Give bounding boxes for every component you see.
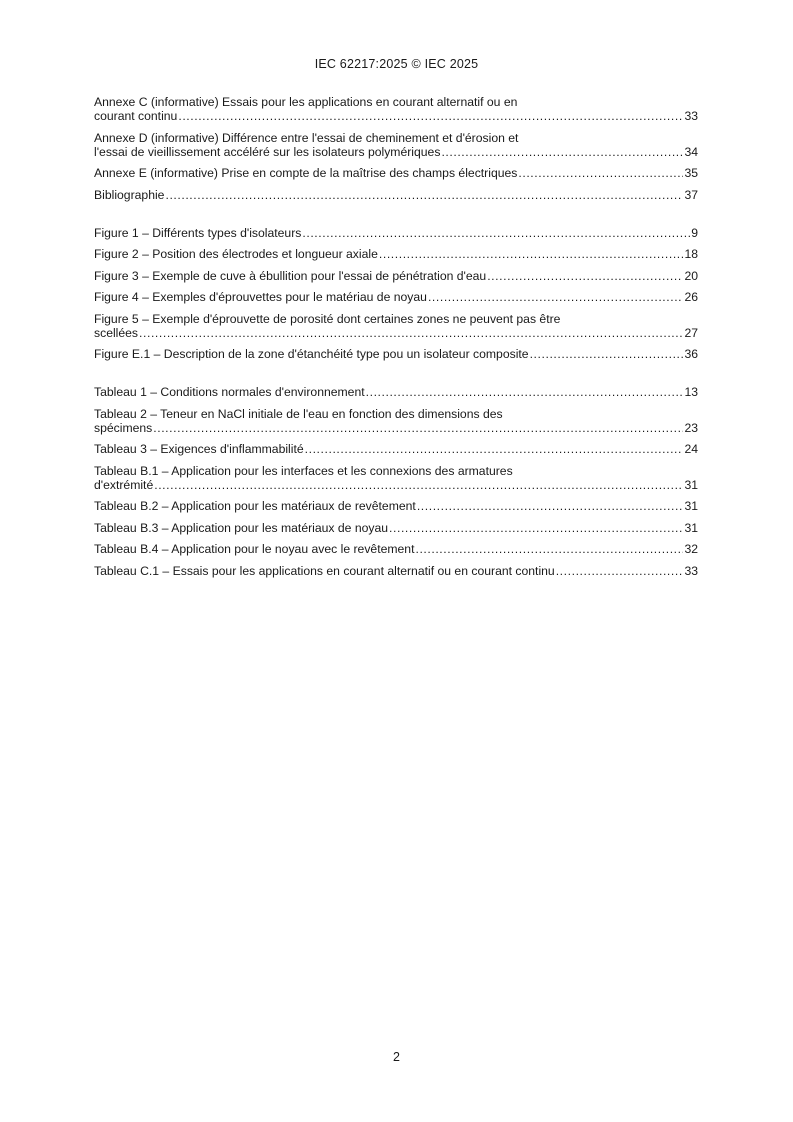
toc-entry-leader-line [94, 226, 698, 240]
toc-entry-page-number: 34 [684, 144, 698, 159]
toc-entry-leader-line [94, 326, 698, 340]
toc-entry[interactable] [94, 347, 698, 361]
toc-entry[interactable] [94, 542, 698, 556]
toc-entry-page-number: 27 [684, 325, 698, 340]
toc-entry-leader-line [94, 542, 698, 556]
toc-entry-page-number: 35 [684, 166, 698, 180]
toc-entry-leader-line [94, 269, 698, 283]
toc-entry-title: Tableau 3 – Exigences d'inflammabilité [94, 442, 304, 456]
dot-leader [530, 347, 684, 361]
dot-leader [417, 499, 684, 513]
toc-entry-page-number: 33 [684, 109, 698, 123]
toc-entry-title: d'extrémité [94, 477, 154, 492]
toc-entry-title: spécimens [94, 420, 153, 435]
toc-entry[interactable] [94, 166, 698, 180]
toc-entry[interactable] [94, 226, 698, 240]
dot-leader [366, 385, 684, 399]
table-of-contents [94, 95, 698, 585]
toc-entry-title: Tableau B.2 – Application pour les matériaux de revêtement [94, 499, 416, 513]
toc-entry[interactable] [94, 188, 698, 202]
toc-entry[interactable] [94, 564, 698, 578]
toc-entry-leader-line [94, 521, 698, 535]
toc-entry-title: Tableau B.3 – Application pour les matériaux de noyau [94, 520, 389, 535]
toc-entry-leader-line [94, 109, 698, 123]
toc-entry-page-number: 37 [684, 187, 698, 202]
toc-entry[interactable] [94, 442, 698, 456]
toc-entry-title: Figure 3 – Exemple de cuve à ébullition pour l'essai de pénétration d'eau [94, 268, 487, 283]
toc-entry-leader-line [94, 166, 698, 180]
toc-entry-page-number: 23 [684, 420, 698, 435]
toc-entry-title-line: Tableau B.1 – Application pour les interfaces et les connexions des armatures [94, 463, 513, 478]
toc-entry-leader-line [94, 499, 698, 513]
toc-entry[interactable] [94, 269, 698, 283]
toc-entry-leader-line [94, 290, 698, 304]
toc-entry-leader-line [94, 385, 698, 399]
toc-entry-title: Figure 1 – Différents types d'isolateurs [94, 225, 302, 240]
page-number: 2 [393, 1050, 400, 1064]
toc-entry-leader-line [94, 478, 698, 492]
toc-entry-page-number: 24 [684, 442, 698, 456]
toc-entry-page-number: 32 [684, 542, 698, 556]
toc-entry[interactable] [94, 499, 698, 513]
toc-entry-page-number: 31 [684, 499, 698, 513]
toc-entry-title: Tableau 1 – Conditions normales d'environnement [94, 385, 365, 399]
toc-entry[interactable] [94, 521, 698, 535]
toc-entry-page-number: 33 [684, 563, 698, 578]
toc-entry-title: Annexe E (informative) Prise en compte de la maîtrise des champs électriques [94, 166, 518, 180]
toc-entry[interactable] [94, 247, 698, 261]
toc-annexes [94, 95, 698, 202]
toc-entry-title: l'essai de vieillissement accéléré sur les isolateurs polymériques [94, 144, 441, 159]
toc-entry[interactable] [94, 407, 698, 435]
toc-entry-title: Tableau B.4 – Application pour le noyau avec le revêtement [94, 542, 415, 556]
toc-entry-title: scellées [94, 325, 139, 340]
dot-leader [428, 290, 684, 304]
toc-entry-leader-line [94, 247, 698, 261]
toc-entry[interactable] [94, 385, 698, 399]
toc-entry-page-number: 36 [684, 347, 698, 361]
toc-entry-title: Bibliographie [94, 187, 165, 202]
toc-entry-page-number: 18 [684, 247, 698, 261]
page-header: IEC 62217:2025 © IEC 2025 [314, 57, 479, 71]
dot-leader [415, 542, 683, 556]
dot-leader [487, 269, 683, 283]
toc-entry[interactable] [94, 464, 698, 492]
toc-entry-title: Figure 2 – Position des électrodes et longueur axiale [94, 247, 378, 261]
toc-entry-leader-line [94, 564, 698, 578]
toc-entry-leader-line [94, 421, 698, 435]
toc-entry-leader-line [94, 145, 698, 159]
toc-entry-title-line: Tableau 2 – Teneur en NaCl initiale de l'eau en fonction des dimensions des [94, 406, 503, 421]
dot-leader [178, 109, 683, 123]
dot-leader [389, 521, 683, 535]
toc-entry-title: Figure E.1 – Description de la zone d'étanchéité type pou un isolateur composite [94, 347, 529, 361]
toc-entry-page-number: 20 [684, 268, 698, 283]
toc-entry-leader-line [94, 442, 698, 456]
dot-leader [165, 188, 683, 202]
dot-leader [302, 226, 690, 240]
toc-entry-title-line: Figure 5 – Exemple d'éprouvette de porosité dont certaines zones ne peuvent pas être [94, 311, 561, 326]
dot-leader [153, 421, 683, 435]
dot-leader [556, 564, 684, 578]
dot-leader [305, 442, 684, 456]
toc-entry-title: Figure 4 – Exemples d'éprouvettes pour le matériau de noyau [94, 290, 427, 304]
toc-entry[interactable] [94, 131, 698, 159]
toc-entry-page-number: 31 [684, 520, 698, 535]
dot-leader [139, 326, 683, 340]
dot-leader [154, 478, 683, 492]
toc-entry-page-number: 9 [691, 225, 698, 240]
toc-entry-title-line: Annexe C (informative) Essais pour les applications en courant alternatif ou en [94, 95, 518, 109]
toc-entry[interactable] [94, 312, 698, 340]
toc-entry-title: Tableau C.1 – Essais pour les applications en courant alternatif ou en courant continu [94, 563, 555, 578]
toc-entry-leader-line [94, 347, 698, 361]
toc-entry-leader-line [94, 188, 698, 202]
toc-entry-title: courant continu [94, 109, 178, 123]
dot-leader [518, 166, 683, 180]
toc-figures [94, 226, 698, 362]
toc-entry-page-number: 31 [684, 477, 698, 492]
toc-entry[interactable] [94, 95, 698, 123]
toc-entry[interactable] [94, 290, 698, 304]
toc-entry-page-number: 26 [684, 290, 698, 304]
toc-entry-title-line: Annexe D (informative) Différence entre l'essai de cheminement et d'érosion et [94, 130, 519, 145]
dot-leader [441, 145, 683, 159]
dot-leader [379, 247, 684, 261]
toc-entry-page-number: 13 [684, 385, 698, 399]
toc-tables [94, 385, 698, 578]
